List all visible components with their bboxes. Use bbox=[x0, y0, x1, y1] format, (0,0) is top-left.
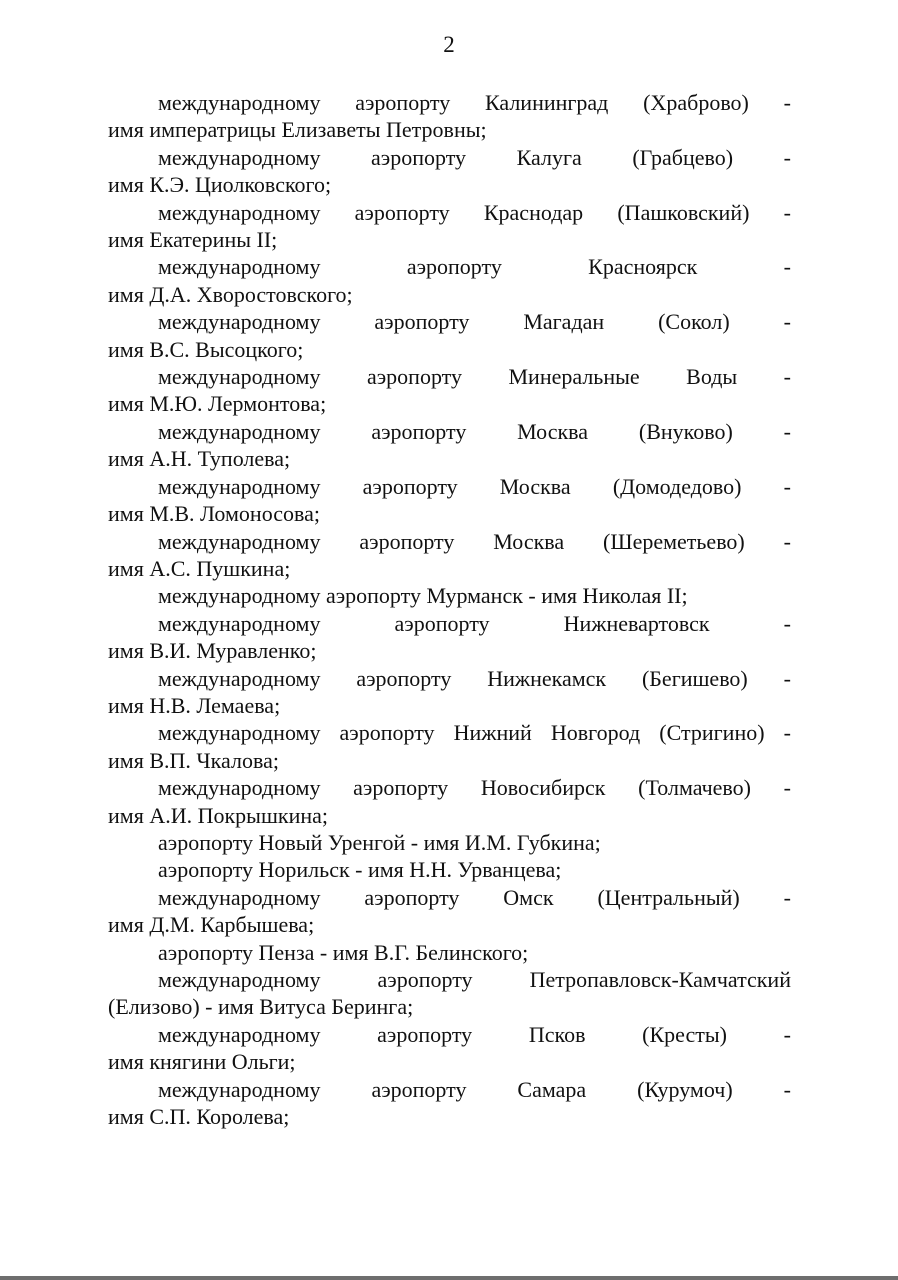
entry-word: аэропорту bbox=[374, 309, 470, 335]
entry-word: Минеральные bbox=[508, 364, 640, 390]
airport-entry bbox=[108, 856, 791, 883]
entry-word: (Стригино) bbox=[659, 720, 765, 746]
entry-word: - bbox=[783, 364, 791, 390]
entry-word: Москва bbox=[493, 528, 565, 554]
entry-first-line bbox=[108, 418, 791, 445]
entry-first-line bbox=[108, 89, 791, 116]
airport-entry bbox=[108, 884, 791, 939]
entry-word: (Домодедово) bbox=[612, 473, 742, 499]
entry-word: Самара bbox=[517, 1076, 587, 1102]
entry-word: Красноярск bbox=[588, 254, 698, 280]
entry-second-line: имя К.Э. Циолковского; bbox=[108, 172, 332, 198]
entry-word: - bbox=[783, 665, 791, 691]
entry-line: аэропорту Новый Уренгой - имя И.М. Губкина; bbox=[158, 829, 601, 855]
entry-word: Магадан bbox=[523, 309, 605, 335]
airport-entry bbox=[108, 966, 791, 1021]
airport-entry bbox=[108, 363, 791, 418]
entry-first-line bbox=[108, 884, 791, 911]
entry-second-line: имя В.И. Муравленко; bbox=[108, 638, 317, 664]
entry-word: международному bbox=[158, 775, 321, 801]
airport-entry bbox=[108, 89, 791, 144]
airport-entry bbox=[108, 1076, 791, 1131]
entry-first-line bbox=[108, 528, 791, 555]
entry-word: - bbox=[783, 90, 791, 115]
entry-word: - bbox=[783, 528, 791, 554]
entry-word: - bbox=[783, 199, 791, 225]
entry-word: международному bbox=[158, 665, 321, 691]
entry-first-line bbox=[108, 308, 791, 335]
entry-word: международному bbox=[158, 199, 321, 225]
entry-word: международному bbox=[158, 720, 321, 746]
entry-word: аэропорту bbox=[364, 884, 460, 910]
entry-first-line bbox=[108, 665, 791, 692]
entry-second-line: имя Д.М. Карбышева; bbox=[108, 912, 315, 938]
entry-word: (Кресты) bbox=[642, 1021, 727, 1047]
entry-line: международному аэропорту Мурманск - имя Николая II; bbox=[158, 583, 688, 609]
entry-word: аэропорту bbox=[377, 1021, 473, 1047]
entry-word: - bbox=[783, 473, 791, 499]
entry-word: Новосибирск bbox=[480, 775, 606, 801]
entry-word: международному bbox=[158, 610, 321, 636]
entry-line: аэропорту Пенза - имя В.Г. Белинского; bbox=[158, 939, 529, 965]
entry-first-line bbox=[108, 363, 791, 390]
entry-first-line bbox=[108, 1021, 791, 1048]
entry-word: аэропорту bbox=[371, 418, 467, 444]
entry-first-line bbox=[108, 610, 791, 637]
entry-word: аэропорту bbox=[339, 720, 435, 746]
entry-word: - bbox=[783, 309, 791, 335]
entry-second-line: имя А.С. Пушкина; bbox=[108, 555, 291, 581]
entry-word: Нижний bbox=[453, 720, 532, 746]
entry-word: - bbox=[783, 775, 791, 801]
entry-word: аэропорту bbox=[355, 90, 451, 115]
entry-word: аэропорту bbox=[362, 473, 458, 499]
entry-word: аэропорту bbox=[366, 364, 462, 390]
entry-first-line bbox=[108, 473, 791, 500]
entry-line: аэропорту Норильск - имя Н.Н. Урванцева; bbox=[158, 857, 562, 883]
entry-word: аэропорту bbox=[354, 199, 450, 225]
entry-word: (Шереметьево) bbox=[603, 528, 745, 554]
entry-word: аэропорту bbox=[377, 967, 473, 992]
entry-word: (Курумоч) bbox=[637, 1076, 733, 1102]
entry-word: (Храброво) bbox=[643, 90, 749, 115]
entry-second-line: имя Д.А. Хворостовского; bbox=[108, 281, 353, 307]
entry-word: международному bbox=[158, 528, 321, 554]
entry-word: аэропорту bbox=[371, 1076, 467, 1102]
entry-word: аэропорту bbox=[406, 254, 502, 280]
entry-word: Омск bbox=[503, 884, 554, 910]
entry-second-line: имя императрицы Елизаветы Петровны; bbox=[108, 117, 487, 143]
entry-word: (Бегишево) bbox=[641, 665, 748, 691]
airport-entry bbox=[108, 939, 791, 966]
airport-entry bbox=[108, 308, 791, 363]
airport-entry bbox=[108, 418, 791, 473]
airport-entry bbox=[108, 528, 791, 583]
entry-word: - bbox=[783, 720, 791, 746]
entry-second-line: имя М.Ю. Лермонтова; bbox=[108, 391, 327, 417]
entry-word: - bbox=[783, 1076, 791, 1102]
entry-second-line: имя М.В. Ломоносова; bbox=[108, 501, 320, 527]
page-bottom-border bbox=[0, 1276, 898, 1280]
entry-word: Нижневартовск bbox=[563, 610, 710, 636]
entry-word: аэропорту bbox=[353, 775, 449, 801]
entry-word: международному bbox=[158, 967, 321, 992]
entry-word: (Пашковский) bbox=[617, 199, 750, 225]
entry-word: Краснодар bbox=[483, 199, 584, 225]
entry-first-line bbox=[108, 199, 791, 226]
entry-word: Воды bbox=[686, 364, 738, 390]
entry-word: Москва bbox=[499, 473, 571, 499]
entry-first-line bbox=[108, 966, 791, 993]
entry-first-line bbox=[108, 144, 791, 171]
airport-entry bbox=[108, 473, 791, 528]
airport-entry bbox=[108, 144, 791, 199]
airport-entry bbox=[108, 1021, 791, 1076]
airport-entry bbox=[108, 829, 791, 856]
entry-word: международному bbox=[158, 884, 321, 910]
entry-word: Петропавловск-Камчатский bbox=[529, 967, 791, 992]
entry-second-line: имя Н.В. Лемаева; bbox=[108, 692, 281, 718]
entry-word: международному bbox=[158, 90, 321, 115]
entry-second-line: (Елизово) - имя Витуса Беринга; bbox=[108, 994, 414, 1020]
entry-first-line bbox=[108, 719, 791, 746]
entry-word: Новгород bbox=[550, 720, 641, 746]
entry-word: Москва bbox=[517, 418, 589, 444]
entry-second-line: имя В.П. Чкалова; bbox=[108, 747, 279, 773]
page-number: 2 bbox=[443, 32, 455, 57]
entry-word: Нижнекамск bbox=[487, 665, 607, 691]
entry-word: международному bbox=[158, 473, 321, 499]
entry-word: международному bbox=[158, 254, 321, 280]
entry-first-line bbox=[108, 774, 791, 801]
entry-word: аэропорту bbox=[359, 528, 455, 554]
entry-word: (Толмачево) bbox=[638, 775, 751, 801]
airport-entry bbox=[108, 610, 791, 665]
entry-word: - bbox=[783, 254, 791, 280]
entry-word: - bbox=[783, 884, 791, 910]
entry-word: аэропорту bbox=[356, 665, 452, 691]
entry-word: (Центральный) bbox=[597, 884, 740, 910]
entry-word: международному bbox=[158, 364, 321, 390]
entry-word: - bbox=[783, 144, 791, 170]
entry-word: аэропорту bbox=[371, 144, 467, 170]
airport-entry bbox=[108, 665, 791, 720]
entry-word: Калининград bbox=[484, 90, 609, 115]
entry-word: международному bbox=[158, 144, 321, 170]
entry-second-line: имя Екатерины II; bbox=[108, 227, 278, 253]
airport-entry bbox=[108, 582, 791, 609]
entry-second-line: имя С.П. Королева; bbox=[108, 1104, 290, 1130]
entry-word: международному bbox=[158, 1021, 321, 1047]
entry-word: Псков bbox=[528, 1021, 586, 1047]
entry-word: (Сокол) bbox=[658, 309, 730, 335]
entry-word: - bbox=[783, 1021, 791, 1047]
entry-word: Калуга bbox=[516, 144, 582, 170]
entry-word: аэропорту bbox=[394, 610, 490, 636]
airport-entry bbox=[108, 199, 791, 254]
entry-word: (Грабцево) bbox=[632, 144, 734, 170]
entry-second-line: имя В.С. Высоцкого; bbox=[108, 336, 304, 362]
entry-second-line: имя княгини Ольги; bbox=[108, 1049, 296, 1075]
entry-word: международному bbox=[158, 309, 321, 335]
entry-first-line bbox=[108, 1076, 791, 1103]
entry-word: - bbox=[783, 610, 791, 636]
entry-word: международному bbox=[158, 1076, 321, 1102]
airport-entry bbox=[108, 774, 791, 829]
entry-word: международному bbox=[158, 418, 321, 444]
entry-word: - bbox=[783, 418, 791, 444]
document-body bbox=[108, 89, 791, 1130]
airport-entry bbox=[108, 253, 791, 308]
entry-second-line: имя А.Н. Туполева; bbox=[108, 446, 291, 472]
airport-entry bbox=[108, 719, 791, 774]
entry-first-line bbox=[108, 253, 791, 280]
entry-second-line: имя А.И. Покрышкина; bbox=[108, 802, 328, 828]
entry-word: (Внуково) bbox=[638, 418, 733, 444]
